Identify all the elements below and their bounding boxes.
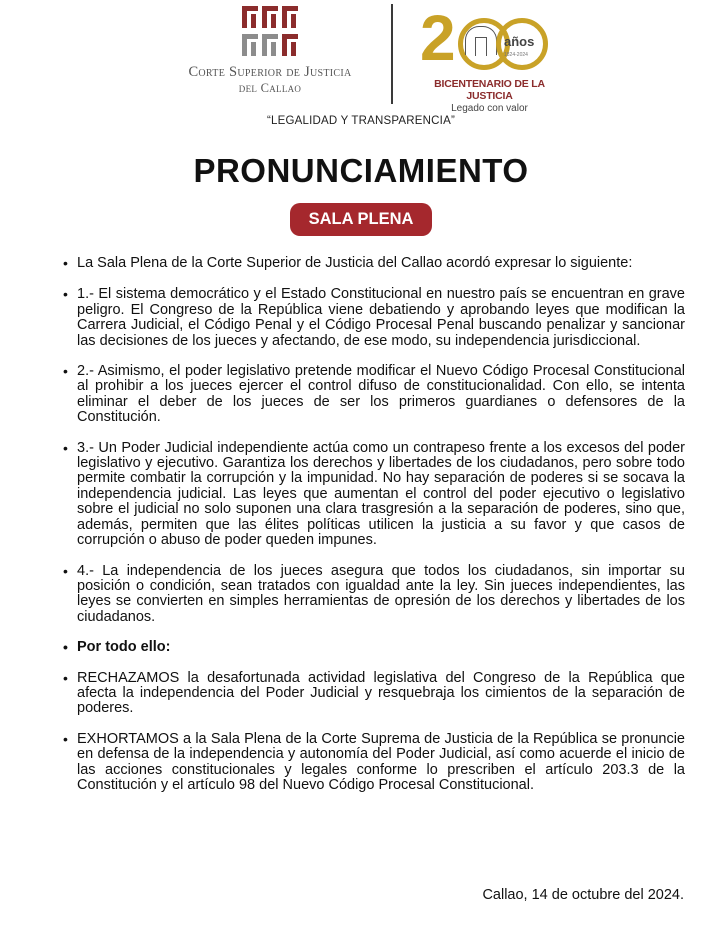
intro-paragraph: • La Sala Plena de la Corte Superior de Justicia del Callao acordó expresar lo siguiente: — [63, 256, 685, 271]
badge-wrapper — [0, 203, 722, 236]
point-1-paragraph: • 1.- El sistema democrático y el Estado Constitucional en nuestro país se encuentran en grave peligro. El Congreso de la República viene debatiendo y aprobando leyes que modifican la Carrera Judicial, el Código Penal y el Código Procesal Penal buscando penalizar y sancionar las decisiones de los jueces y afectando, de ese modo, su independencia jurisdiccional. — [63, 287, 685, 349]
bicentennial-years: 1824-2024 — [504, 52, 528, 58]
court-name — [170, 64, 370, 96]
bicentennial-title: BICENTENARIO DE LA JUSTICIA — [434, 78, 545, 102]
bicentennial-200-icon — [412, 2, 567, 74]
rechazamos-paragraph: • RECHAZAMOS la desafortunada actividad legislativa del Congreso de la República que afecta la independencia del Poder Judicial y resquebraja los cimientos de la separación de poderes. — [63, 671, 685, 717]
court-emblem-icon — [242, 6, 298, 58]
point-3-paragraph: • 3.- Un Poder Judicial independiente actúa como un contrapeso frente a los excesos del poder legislativo y ejecutivo. Garantiza los derechos y libertades de los ciudadanos, pero sobre todo permite combatir la corrupción y la impunidad. No hay separación de poderes si se socava la independencia judicial. Las leyes que aumentan el control del poder ejecutivo o legislativo sobre el judicial no solo suponen una clara trasgresión a la separación de poderes, sino que, además, permiten que las élites políticas utilicen la justicia a su favor y que casos de corrupción o abuso de poder queden impunes. — [63, 441, 685, 549]
palace-arch-icon — [465, 26, 497, 55]
header-divider — [391, 4, 393, 104]
court-name-line1: Corte Superior de Justicia — [188, 64, 352, 80]
bicentennial-anos: años — [504, 34, 535, 49]
point-2-paragraph: • 2.- Asimismo, el poder legislativo pretende modificar el Nuevo Código Procesal Constitucional al prohibir a los jueces ejercer el control difuso de constitucionalidad. Con ello, se intenta eliminar el deber de los jueces de ser los primeros guardianes o defensores de la Constitución. — [63, 364, 685, 426]
court-name-line2: del Callao — [238, 81, 302, 95]
bicentennial-subtitle: Legado con valor — [451, 103, 528, 114]
conclusion-heading: • Por todo ello: — [63, 640, 685, 655]
letterhead — [0, 0, 722, 114]
exhortamos-paragraph: • EXHORTAMOS a la Sala Plena de la Corte Suprema de Justicia de la República se pronuncie en defensa de la independencia y autonomía del Poder Judicial, así como acuerde el inicio de las acciones constitucionales y legales conforme lo prescriben el artículo 203.3 de la Constitución y el artículo 98 del Nuevo Código Procesal Constitucional. — [63, 732, 685, 794]
page-title: PRONUNCIAMIENTO — [193, 152, 529, 189]
statement-body — [63, 256, 685, 793]
bicentennial-number: 2 — [420, 2, 456, 74]
bicentennial-logo — [412, 2, 567, 114]
place-date-signature: Callao, 14 de octubre del 2024. — [482, 887, 684, 903]
court-logo — [170, 6, 370, 96]
motto: “LEGALIDAD Y TRANSPARENCIA” — [267, 115, 455, 127]
sala-plena-badge: SALA PLENA — [290, 203, 433, 236]
point-4-paragraph: • 4.- La independencia de los jueces asegura que todos los ciudadanos, sin importar su posición o condición, sean tratados con igualdad ante la ley. Sin jueces independientes, las leyes se convierten en simples herramientas de opresión de los derechos y libertades de los ciudadanos. — [63, 564, 685, 626]
